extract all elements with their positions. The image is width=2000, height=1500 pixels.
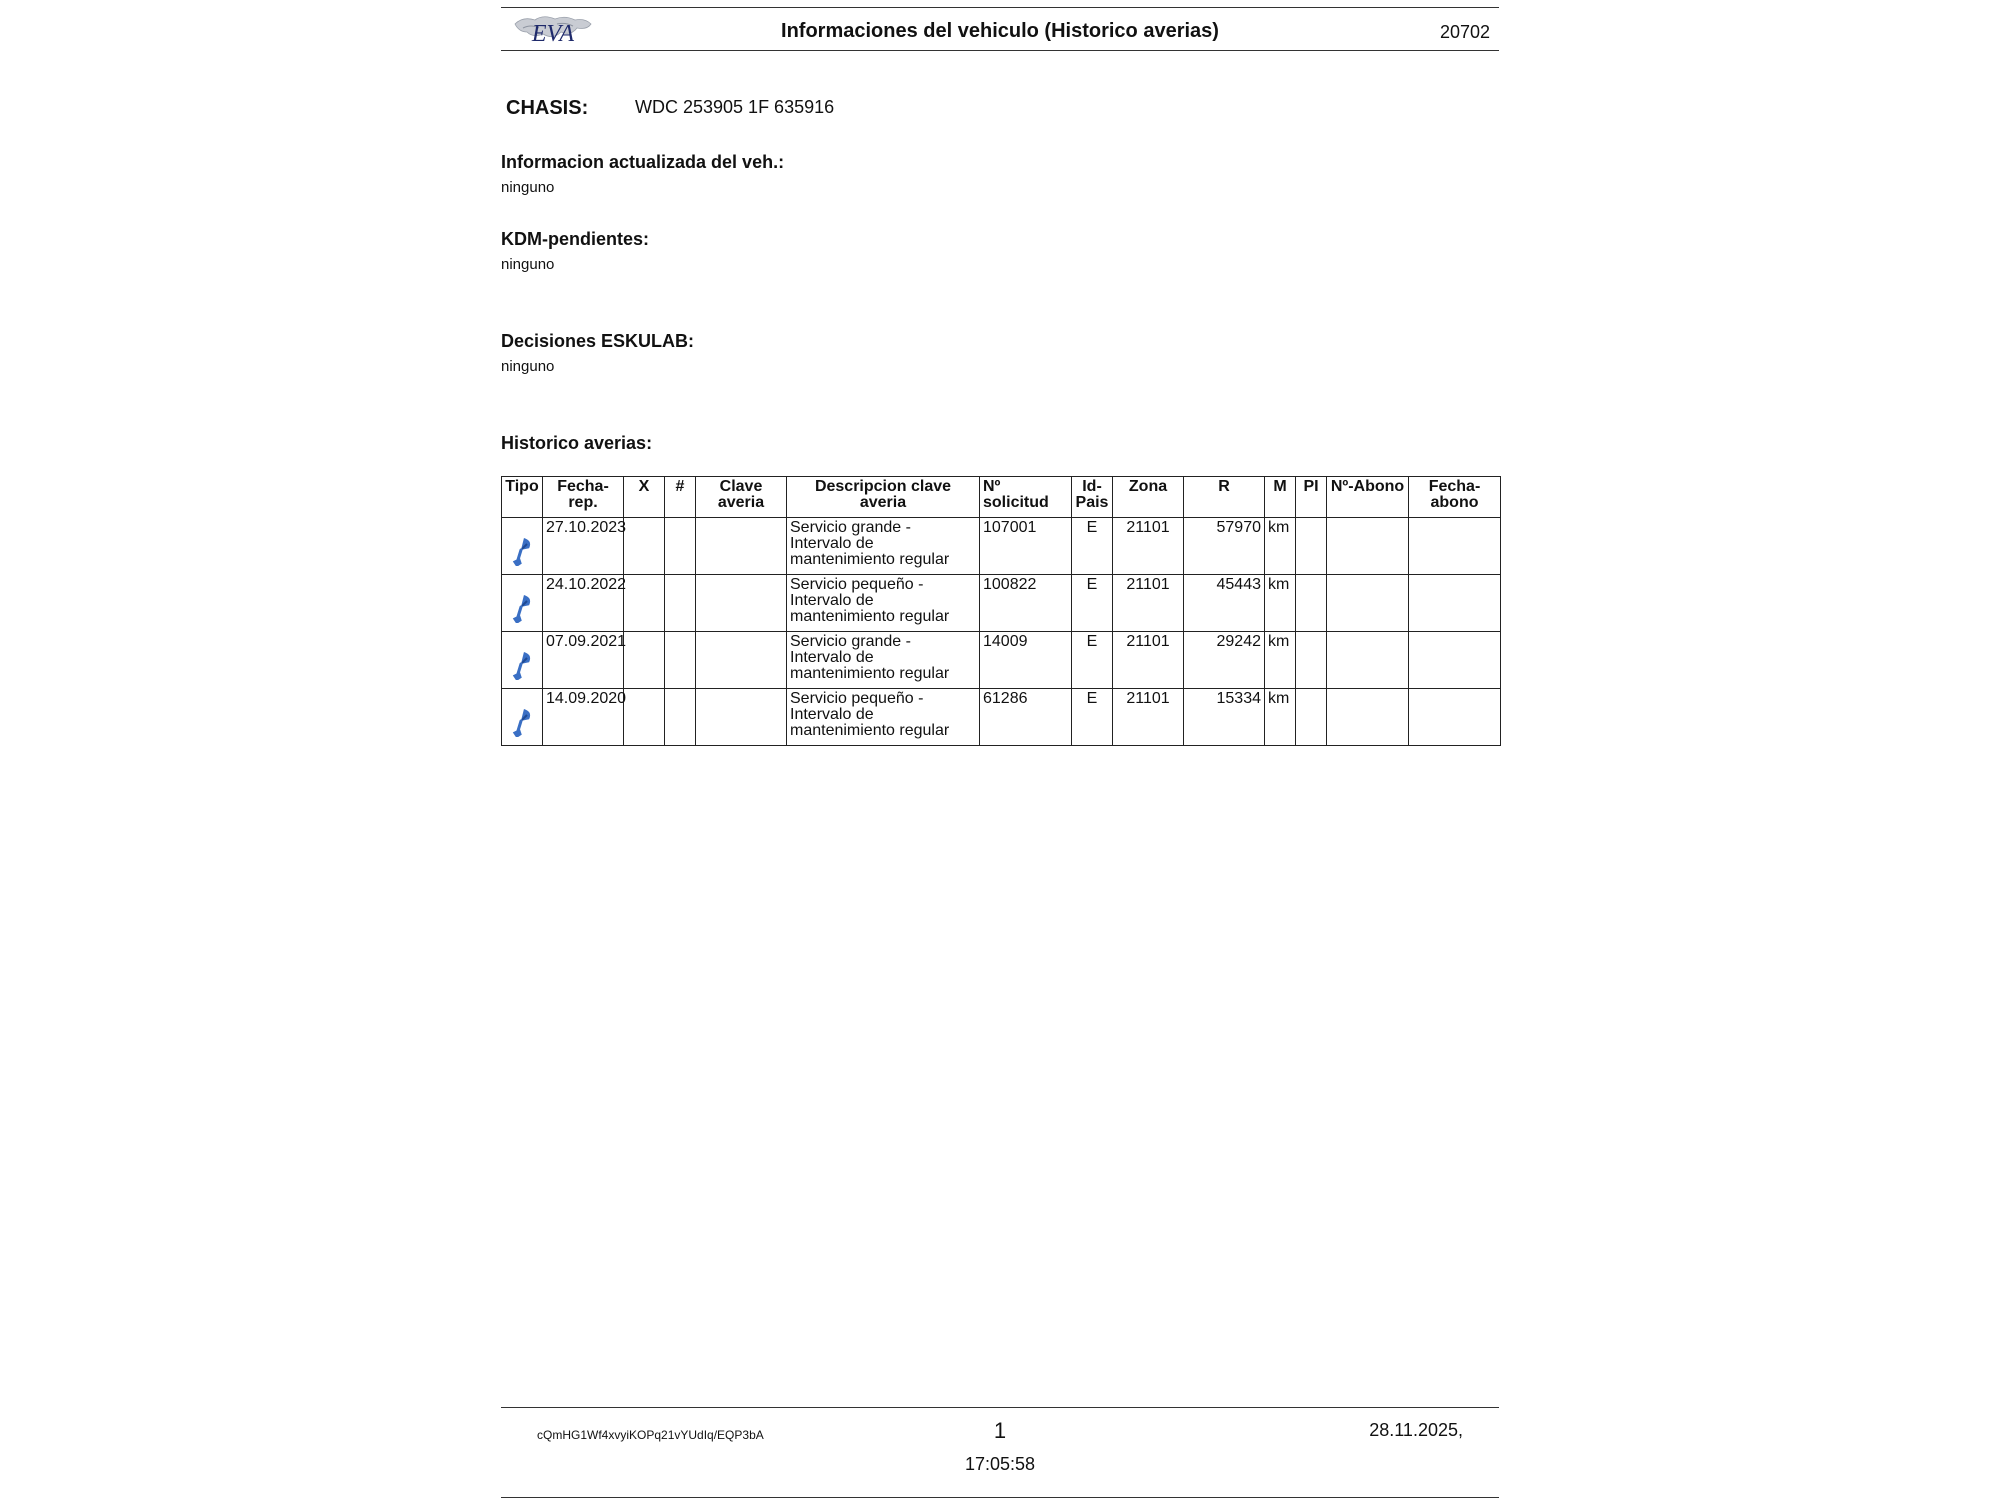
fecha-abono-cell [1409,632,1501,689]
tipo-cell [502,689,543,746]
descripcion-cell: Servicio grande - Intervalo de mantenimiento regular [787,518,980,575]
chasis-value: WDC 253905 1F 635916 [635,97,835,117]
x-cell [624,518,665,575]
wrench-icon [511,536,533,566]
zona-cell: 21101 [1113,689,1184,746]
pais-cell: E [1072,575,1113,632]
x-cell [624,689,665,746]
solicitud-cell: 107001 [980,518,1072,575]
solicitud-cell: 61286 [980,689,1072,746]
pi-cell [1296,632,1327,689]
hash-cell [665,689,696,746]
report-page [501,0,1499,1500]
footer-document-id: cQmHG1Wf4xvyiKOPq21vYUdIq/EQP3bA [537,1428,764,1442]
abono-cell [1327,518,1409,575]
footer-top-rule [501,1407,1499,1408]
historico-title: Historico averias: [501,433,653,453]
pi-cell [1296,518,1327,575]
col-x: X [624,477,665,518]
pais-cell: E [1072,632,1113,689]
col-id-pais: Id-Pais [1072,477,1113,518]
footer-time: 17:05:58 [965,1454,1036,1474]
solicitud-cell: 100822 [980,575,1072,632]
col-hash: # [665,477,696,518]
abono-cell [1327,689,1409,746]
hash-cell [665,632,696,689]
header-top-rule [501,7,1499,8]
solicitud-cell: 14009 [980,632,1072,689]
pi-cell [1296,689,1327,746]
descripcion-cell: Servicio grande - Intervalo de mantenimiento regular [787,632,980,689]
tipo-cell [502,518,543,575]
document-number: 20702 [1439,22,1490,42]
zona-cell: 21101 [1113,575,1184,632]
zona-cell: 21101 [1113,632,1184,689]
fecha-abono-cell [1409,689,1501,746]
col-tipo: Tipo [502,477,543,518]
col-m: M [1265,477,1296,518]
fecha-rep-cell: 27.10.2023 [543,518,624,575]
col-abono: Nº-Abono [1327,477,1409,518]
zona-cell: 21101 [1113,518,1184,575]
clave-cell [696,689,787,746]
tipo-cell [502,575,543,632]
fecha-rep-cell: 24.10.2022 [543,575,624,632]
header-bottom-rule [501,50,1499,51]
abono-cell [1327,632,1409,689]
footer-page-number: 1 [993,1418,1007,1443]
wrench-icon [511,707,533,737]
abono-cell [1327,575,1409,632]
clave-cell [696,575,787,632]
descripcion-cell: Servicio pequeño - Intervalo de mantenimiento regular [787,575,980,632]
wrench-icon [511,593,533,623]
m-cell: km [1265,575,1296,632]
table-row [502,518,1501,575]
footer-bottom-rule [501,1497,1499,1498]
decisiones-value: ninguno [501,358,555,375]
x-cell [624,575,665,632]
pi-cell [1296,575,1327,632]
col-fecha-rep: Fecha-rep. [543,477,624,518]
pais-cell: E [1072,689,1113,746]
fecha-rep-cell: 07.09.2021 [543,632,624,689]
fecha-abono-cell [1409,518,1501,575]
table-row [502,689,1501,746]
col-clave-averia: Clave averia [696,477,787,518]
r-cell: 57970 [1184,518,1265,575]
fecha-rep-cell: 14.09.2020 [543,689,624,746]
wrench-icon [511,650,533,680]
chasis-label: CHASIS: [506,97,589,119]
fecha-abono-cell [1409,575,1501,632]
r-cell: 45443 [1184,575,1265,632]
col-r: R [1184,477,1265,518]
col-descripcion: Descripcion clave averia [787,477,980,518]
kdm-pendientes-title: KDM-pendientes: [501,229,649,249]
descripcion-cell: Servicio pequeño - Intervalo de mantenimiento regular [787,689,980,746]
info-actualizada-title: Informacion actualizada del veh.: [501,152,785,172]
footer-date: 28.11.2025, [1369,1420,1463,1440]
historico-table [501,476,1501,746]
hash-cell [665,518,696,575]
logo-text: EVA [531,21,575,47]
r-cell: 15334 [1184,689,1265,746]
m-cell: km [1265,632,1296,689]
col-pi: PI [1296,477,1327,518]
m-cell: km [1265,518,1296,575]
col-fecha-abono: Fecha-abono [1409,477,1501,518]
col-solicitud: Nº solicitud [980,477,1072,518]
m-cell: km [1265,689,1296,746]
tipo-cell [502,632,543,689]
clave-cell [696,518,787,575]
table-header-row [502,477,1501,518]
decisiones-title: Decisiones ESKULAB: [501,331,695,351]
r-cell: 29242 [1184,632,1265,689]
table-row [502,575,1501,632]
table-row [502,632,1501,689]
clave-cell [696,632,787,689]
page-title: Informaciones del vehiculo (Historico averias) [781,20,1219,42]
kdm-pendientes-value: ninguno [501,256,555,273]
info-actualizada-value: ninguno [501,179,555,196]
col-zona: Zona [1113,477,1184,518]
pais-cell: E [1072,518,1113,575]
x-cell [624,632,665,689]
hash-cell [665,575,696,632]
